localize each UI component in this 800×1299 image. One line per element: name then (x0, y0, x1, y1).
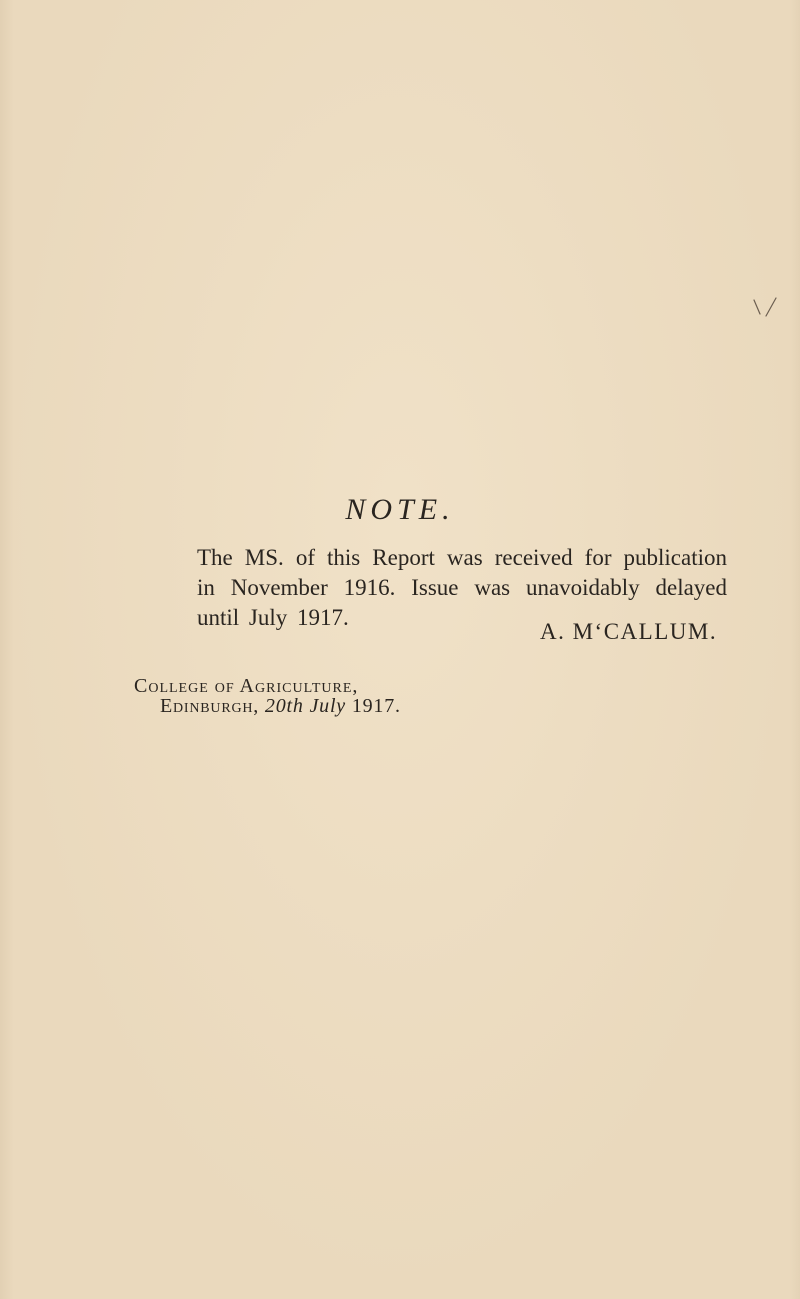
note-heading: NOTE. (345, 493, 455, 526)
year: 1917. (351, 695, 401, 717)
institution-name: College of Agriculture, (134, 675, 359, 697)
place-and-date (160, 695, 401, 718)
date: 20th July (264, 695, 346, 717)
city: Edinburgh, (160, 695, 260, 717)
signature: A. M‘CALLUM. (540, 619, 718, 644)
pencil-mark-icon (752, 296, 778, 318)
note-body: The MS. of this Report was received for publication in November 1916. Issue was unavoidably delayed until July 1917. (197, 545, 727, 630)
